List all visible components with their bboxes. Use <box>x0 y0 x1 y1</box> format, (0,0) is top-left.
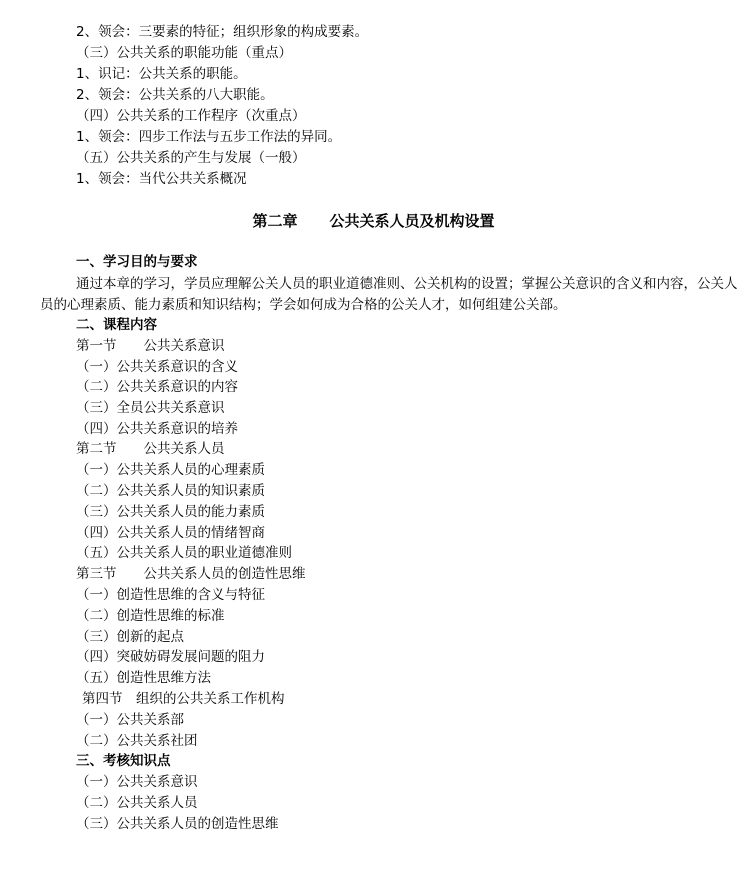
top-item: 1、领会：当代公共关系概况 <box>76 171 247 187</box>
section-heading: 二、课程内容 <box>76 317 157 333</box>
top-item: （五）公共关系的产生与发展（一般） <box>76 150 306 166</box>
top-item: 2、领会：三要素的特征；组织形象的构成要素。 <box>76 24 369 40</box>
course-line: （一）公共关系部 <box>76 712 184 728</box>
course-line: （一）公共关系人员的心理素质 <box>76 462 265 478</box>
course-line: 第二节 公共关系人员 <box>76 441 225 457</box>
course-line: （二）公共关系社团 <box>76 733 198 749</box>
chapter-heading <box>0 210 747 232</box>
course-line: （三）创新的起点 <box>76 629 184 645</box>
course-line: （三）公共关系人员的能力素质 <box>76 504 265 520</box>
course-line: （三）全员公共关系意识 <box>76 400 225 416</box>
exam-point: （三）公共关系人员的创造性思维 <box>76 816 279 832</box>
top-item: （四）公共关系的工作程序（次重点） <box>76 108 306 124</box>
section-heading: 三、考核知识点 <box>76 753 171 769</box>
course-line: 第三节 公共关系人员的创造性思维 <box>76 566 306 582</box>
course-line: （四）突破妨碍发展问题的阻力 <box>76 649 265 665</box>
top-item: 1、识记：公共关系的职能。 <box>76 66 247 82</box>
exam-point: （一）公共关系意识 <box>76 774 198 790</box>
course-line: （四）公共关系意识的培养 <box>76 421 238 437</box>
top-item: 2、领会：公共关系的八大职能。 <box>76 87 274 103</box>
course-line: （四）公共关系人员的情绪智商 <box>76 525 265 541</box>
exam-point: （二）公共关系人员 <box>76 795 198 811</box>
course-line: （二）公共关系人员的知识素质 <box>76 483 265 499</box>
chapter-title: 公共关系人员及机构设置 <box>329 212 495 230</box>
chapter-number: 第二章 <box>252 212 298 230</box>
course-line: （二）创造性思维的标准 <box>76 608 225 624</box>
top-item: 1、领会：四步工作法与五步工作法的异同。 <box>76 129 342 145</box>
course-line: 第四节 组织的公共关系工作机构 <box>82 691 285 707</box>
section-heading: 一、学习目的与要求 <box>76 254 198 270</box>
course-line: （五）创造性思维方法 <box>76 670 211 686</box>
top-item: （三）公共关系的职能功能（重点） <box>76 45 292 61</box>
course-line: （一）创造性思维的含义与特征 <box>76 587 265 603</box>
course-line: （二）公共关系意识的内容 <box>76 379 238 395</box>
section-intro-paragraph: 通过本章的学习，学员应理解公关人员的职业道德准则、公关机构的设置；掌握公关意识的含义和内容，公关人员的心理素质、能力素质和知识结构；学会如何成为合格的公关人才，如何组建公关部。 <box>40 276 738 313</box>
course-line: （五）公共关系人员的职业道德准则 <box>76 545 292 561</box>
course-line: （一）公共关系意识的含义 <box>76 359 238 375</box>
course-line: 第一节 公共关系意识 <box>76 338 225 354</box>
